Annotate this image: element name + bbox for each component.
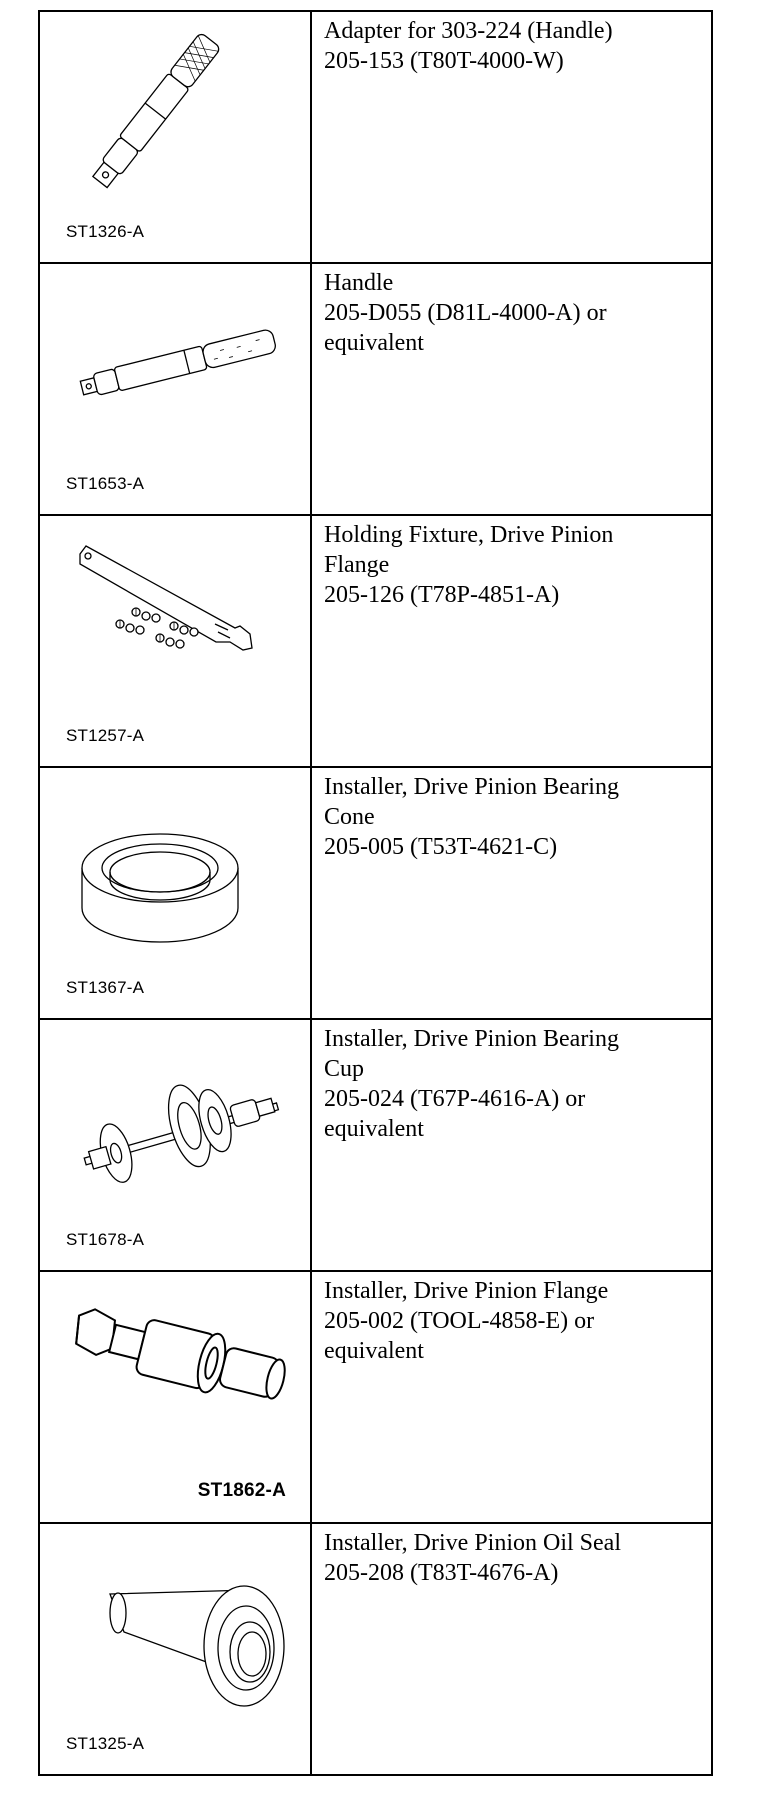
tool-description (324, 1528, 703, 1588)
flange-installer-icon (40, 1272, 308, 1492)
tool-number: 205-153 (T80T-4000-W) (324, 48, 564, 74)
tool-description-cell (311, 1019, 712, 1271)
tool-illustration-cell (39, 1019, 311, 1271)
figure-code: ST1325-A (66, 1734, 145, 1753)
tool-description-cell (311, 767, 712, 1019)
tool-name: Installer, Drive Pinion Oil Seal (324, 1530, 621, 1556)
tool-illustration-cell (39, 1271, 311, 1523)
tool-name-cont: Flange (324, 552, 390, 578)
tool-number: 205-024 (T67P-4616-A) or (324, 1086, 586, 1112)
tool-note: equivalent (324, 1338, 424, 1364)
table-row (39, 767, 712, 1019)
table-row (39, 1271, 712, 1523)
tool-name: Installer, Drive Pinion Bearing (324, 1026, 619, 1052)
figure-code: ST1678-A (66, 1230, 145, 1249)
tool-note: equivalent (324, 330, 424, 356)
adapter-icon (40, 12, 308, 232)
bearing-cup-installer-icon (40, 1020, 308, 1240)
tool-name-cont: Cone (324, 804, 375, 830)
table-row (39, 1019, 712, 1271)
tool-description (324, 1276, 703, 1366)
tool-name: Installer, Drive Pinion Bearing (324, 774, 619, 800)
tool-description (324, 772, 703, 862)
figure-code: ST1862-A (197, 1480, 286, 1501)
tool-number: 205-D055 (D81L-4000-A) or (324, 300, 607, 326)
figure-code: ST1653-A (66, 474, 145, 493)
tool-name: Installer, Drive Pinion Flange (324, 1278, 609, 1304)
tool-name: Holding Fixture, Drive Pinion (324, 522, 614, 548)
tool-name-cont: Cup (324, 1056, 365, 1082)
table-row (39, 1523, 712, 1775)
tool-note: equivalent (324, 1116, 424, 1142)
tool-illustration-cell (39, 263, 311, 515)
special-tools-table (38, 10, 713, 1776)
figure-code: ST1257-A (66, 726, 145, 745)
tool-description (324, 16, 703, 76)
tool-description (324, 1024, 703, 1144)
tool-number: 205-126 (T78P-4851-A) (324, 582, 560, 608)
tool-illustration-cell (39, 1523, 311, 1775)
tool-illustration-cell (39, 11, 311, 263)
table-row (39, 263, 712, 515)
tool-description-cell (311, 11, 712, 263)
tool-description (324, 268, 703, 358)
tool-illustration-cell (39, 767, 311, 1019)
tool-number: 205-005 (T53T-4621-C) (324, 834, 558, 860)
tool-number: 205-208 (T83T-4676-A) (324, 1560, 559, 1586)
tool-name: Adapter for 303-224 (Handle) (324, 18, 613, 44)
tool-description (324, 520, 703, 610)
tool-description-cell (311, 1523, 712, 1775)
table-row (39, 515, 712, 767)
bearing-cone-installer-icon (40, 768, 308, 988)
handle-icon (40, 264, 308, 484)
tool-name: Handle (324, 270, 394, 296)
tool-description-cell (311, 263, 712, 515)
oil-seal-installer-icon (40, 1524, 308, 1744)
holding-fixture-icon (40, 516, 308, 736)
figure-code: ST1326-A (66, 222, 145, 241)
figure-code: ST1367-A (66, 978, 145, 997)
tool-description-cell (311, 1271, 712, 1523)
tool-number: 205-002 (TOOL-4858-E) or (324, 1308, 595, 1334)
tool-description-cell (311, 515, 712, 767)
tool-illustration-cell (39, 515, 311, 767)
table-row (39, 11, 712, 263)
